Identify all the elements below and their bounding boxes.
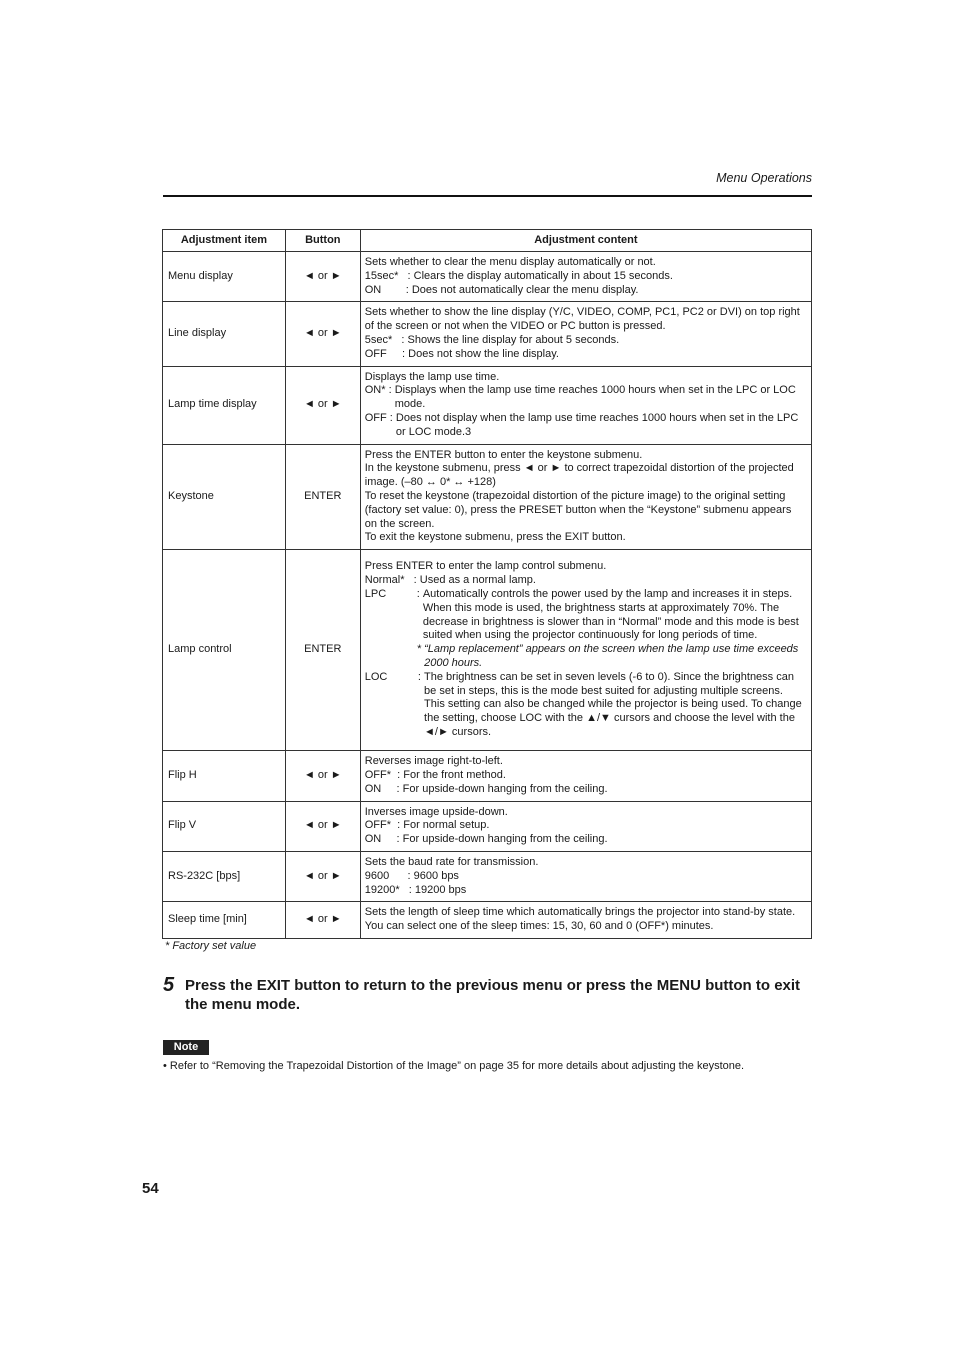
option-description: 9600 bps	[413, 869, 459, 882]
adjustment-item-cell: RS-232C [bps]	[163, 851, 286, 901]
button-cell: ENTER	[285, 444, 360, 550]
option-key: Normal* :	[364, 574, 420, 587]
content-line: Sets the length of sleep time which automatically brings the projector into stand-by state. You can select one of the sleep times: 15, 30, 60 and 0 (OFF*) minutes.	[364, 906, 796, 933]
adjustment-content-cell	[360, 751, 811, 801]
content-option	[365, 671, 805, 740]
table-row	[163, 366, 812, 444]
note-text: • Refer to “Removing the Trapezoidal Distortion of the Image” on page 35 for more details about adjusting the keystone.	[163, 1060, 745, 1072]
adjustment-item-cell: Flip H	[163, 751, 286, 801]
adjustment-content-cell	[360, 444, 811, 550]
option-key: 19200* :	[364, 883, 415, 896]
option-key: ON* :	[364, 384, 395, 397]
step-number: 5	[163, 974, 175, 996]
content-line: Press ENTER to enter the lamp control submenu.	[364, 560, 607, 573]
button-cell: ◄ or ►	[285, 902, 360, 939]
content-line: Displays the lamp use time.	[364, 370, 500, 383]
option-key: OFF* :	[364, 768, 404, 781]
footnote: * Factory set value	[165, 940, 257, 952]
table-row	[163, 902, 812, 939]
column-header-content: Adjustment content	[360, 230, 811, 252]
option-description: The brightness can be set in seven levels (-6 to 0). Since the brightness can be set in steps, this is the mode best suited for adjusting multiple screens. This setting can also be changed while the projector is being used. To change the setting, choose LOC with the ▲/▼ cursors and choose the level with the ◄/► cursors.	[424, 670, 802, 739]
content-line: Sets whether to show the line display (Y/C, VIDEO, COMP, PC1, PC2 or DVI) on top right of the screen or not when the VIDEO or PC button is pressed.	[364, 306, 800, 333]
option-key: ON :	[364, 833, 403, 846]
content-line: Press the ENTER button to enter the keystone submenu.	[364, 448, 643, 461]
option-description: Shows the line display for about 5 seconds.	[407, 333, 620, 346]
adjustment-item-cell: Lamp time display	[163, 366, 286, 444]
button-cell: ◄ or ►	[285, 366, 360, 444]
page-number: 54	[142, 1180, 159, 1197]
option-description: Automatically controls the power used by the lamp and increases it in steps. When this mode is used, the brightness starts at approximately 70%. The decrease in brightness is slower than in “Normal” mode and this mode is best suited when using the projector continuously for long periods of time.	[422, 588, 799, 642]
option-description: Clears the display automatically in about 15 seconds.	[413, 269, 673, 282]
option-description: 19200 bps	[414, 883, 467, 896]
table-header-row	[163, 230, 812, 252]
step-instruction: Press the EXIT button to return to the previous menu or press the MENU button to exit the menu mode.	[185, 977, 801, 1013]
option-description: For upside-down hanging from the ceiling.	[402, 833, 608, 846]
column-header-button: Button	[285, 230, 360, 252]
option-key: ON :	[364, 283, 412, 296]
content-line: Sets whether to clear the menu display automatically or not.	[364, 256, 656, 268]
note-badge: Note	[163, 1040, 209, 1055]
table-row	[163, 302, 812, 366]
adjustment-item-cell: Lamp control	[163, 550, 286, 751]
content-option	[365, 348, 805, 362]
content-option	[365, 284, 805, 298]
content-option	[365, 384, 805, 412]
adjustment-content-cell	[360, 550, 811, 751]
table-row	[163, 444, 812, 550]
content-option	[365, 833, 805, 847]
table-row	[163, 851, 812, 901]
option-description: Does not display when the lamp use time reaches 1000 hours when set in the LPC or LOC mode.3	[395, 411, 799, 438]
button-cell: ◄ or ►	[285, 252, 360, 302]
option-description: For normal setup.	[403, 819, 490, 832]
option-key: ON :	[364, 782, 403, 795]
content-option	[365, 870, 805, 884]
adjustment-item-cell: Flip V	[163, 801, 286, 851]
content-option	[365, 412, 805, 440]
adjustment-item-cell: Menu display	[163, 252, 286, 302]
button-cell: ◄ or ►	[285, 302, 360, 366]
column-header-item: Adjustment item	[163, 230, 286, 252]
option-description: Does not show the line display.	[408, 347, 559, 360]
button-cell: ◄ or ►	[285, 801, 360, 851]
content-line: Reverses image right-to-left.	[364, 755, 503, 768]
adjustment-item-cell: Sleep time [min]	[163, 902, 286, 939]
button-cell: ◄ or ►	[285, 751, 360, 801]
adjustment-content-cell	[360, 302, 811, 366]
content-line: To reset the keystone (trapezoidal distortion of the picture image) to the original setting (factory set value: 0), press the PRESET button when the “Keystone” submenu appears on the screen.	[364, 489, 792, 530]
option-description: Does not automatically clear the menu display.	[411, 283, 639, 296]
content-note	[365, 643, 805, 671]
header-rule	[163, 195, 812, 197]
adjustment-content-cell	[360, 851, 811, 901]
option-key: 5sec* :	[364, 333, 408, 346]
content-option	[365, 574, 805, 588]
option-key: 9600 :	[364, 869, 414, 882]
option-key: OFF* :	[364, 819, 404, 832]
table-row	[163, 252, 812, 302]
adjustment-item-cell: Line display	[163, 302, 286, 366]
option-description: Used as a normal lamp.	[419, 574, 536, 587]
adjustment-content-cell	[360, 252, 811, 302]
content-option	[365, 783, 805, 797]
content-option	[365, 588, 805, 643]
adjustment-table	[162, 229, 812, 939]
content-option	[365, 334, 805, 348]
option-description: “Lamp replacement” appears on the screen when the lamp use time exceeds 2000 hours.	[424, 643, 799, 670]
option-description: For the front method.	[403, 768, 506, 781]
table-row	[163, 550, 812, 751]
option-key: *	[416, 643, 425, 656]
content-option	[365, 769, 805, 783]
content-option	[365, 819, 805, 833]
adjustment-content-cell	[360, 902, 811, 939]
option-description: For upside-down hanging from the ceiling.	[402, 782, 608, 795]
table-body	[163, 252, 812, 939]
option-key: OFF :	[364, 347, 409, 360]
content-option	[365, 884, 805, 898]
content-line: To exit the keystone submenu, press the EXIT button.	[364, 531, 626, 544]
adjustment-content-cell	[360, 801, 811, 851]
content-line: In the keystone submenu, press ◄ or ► to correct trapezoidal distortion of the projected image. (–80 ↔ 0* ↔ +128)	[364, 462, 794, 489]
option-key: LOC :	[364, 670, 425, 683]
content-line: Inverses image upside-down.	[364, 805, 508, 818]
option-description: Displays when the lamp use time reaches 1000 hours when set in the LPC or LOC mode.	[394, 384, 796, 411]
button-cell: ◄ or ►	[285, 851, 360, 901]
option-key: 15sec* :	[364, 269, 414, 282]
option-key: OFF :	[364, 411, 396, 424]
content-line: Sets the baud rate for transmission.	[364, 855, 539, 868]
button-cell: ENTER	[285, 550, 360, 751]
option-key: LPC :	[364, 588, 423, 601]
table-row	[163, 751, 812, 801]
table-row	[163, 801, 812, 851]
running-header: Menu Operations	[716, 171, 812, 185]
adjustment-content-cell	[360, 366, 811, 444]
adjustment-item-cell: Keystone	[163, 444, 286, 550]
content-option	[365, 270, 805, 284]
